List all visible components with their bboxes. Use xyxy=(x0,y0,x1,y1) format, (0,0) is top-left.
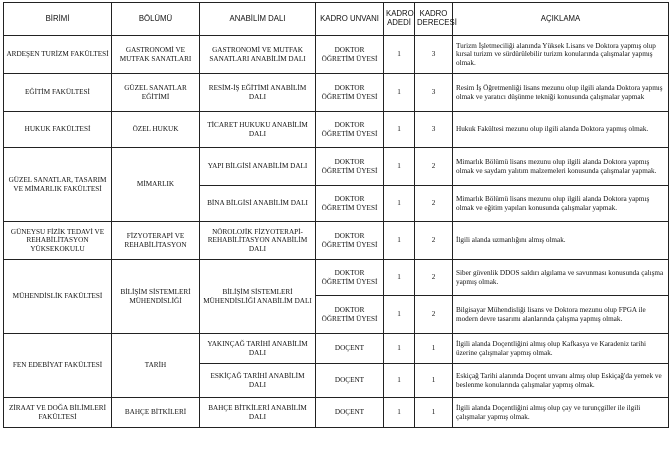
cell-anabilim: YAKINÇAĞ TARİHİ ANABİLİM DALI xyxy=(200,334,316,364)
cell-bolum: GASTRONOMİ VE MUTFAK SANATLARI xyxy=(112,36,200,74)
table-row xyxy=(4,112,669,148)
cell-anabilim: BİNA BİLGİSİ ANABİLİM DALI xyxy=(200,186,316,222)
table-row xyxy=(4,74,669,112)
cell-bolum: MİMARLIK xyxy=(112,148,200,222)
header-anabilim-dali: ANABİLİM DALI xyxy=(200,3,316,36)
cell-derece: 3 xyxy=(415,74,453,112)
cell-bolum: TARİH xyxy=(112,334,200,398)
cell-adet: 1 xyxy=(384,364,415,398)
cell-unvan: DOKTOR ÖĞRETİM ÜYESİ xyxy=(316,148,384,186)
cell-birim: FEN EDEBİYAT FAKÜLTESİ xyxy=(4,334,112,398)
cell-bolum: BİLİŞİM SİSTEMLERİ MÜHENDİSLİĞİ xyxy=(112,260,200,334)
cell-bolum: BAHÇE BİTKİLERİ xyxy=(112,398,200,428)
cell-aciklama: Turizm İşletmeciliği alanında Yüksek Lisans ve Doktora yapmış olup kırsal turizm ve sürdürülebilir turizm konularında çalışmalar yapmış olmak. xyxy=(453,36,669,74)
cell-anabilim: BİLİŞİM SİSTEMLERİ MÜHENDİSLİĞİ ANABİLİM DALI xyxy=(200,260,316,334)
cell-unvan: DOKTOR ÖĞRETİM ÜYESİ xyxy=(316,112,384,148)
header-kadro-derecesi: KADRO DERECESİ xyxy=(415,3,453,36)
cell-birim: HUKUK FAKÜLTESİ xyxy=(4,112,112,148)
cell-adet: 1 xyxy=(384,74,415,112)
cell-anabilim: YAPI BİLGİSİ ANABİLİM DALI xyxy=(200,148,316,186)
header-birimi: BİRİMİ xyxy=(4,3,112,36)
cell-birim: GÜNEYSU FİZİK TEDAVİ VE REHABİLİTASYON YÜKSEKOKULU xyxy=(4,222,112,260)
cell-unvan: DOKTOR ÖĞRETİM ÜYESİ xyxy=(316,186,384,222)
cell-birim: ARDEŞEN TURİZM FAKÜLTESİ xyxy=(4,36,112,74)
cell-adet: 1 xyxy=(384,398,415,428)
cell-birim: ZİRAAT VE DOĞA BİLİMLERİ FAKÜLTESİ xyxy=(4,398,112,428)
cell-anabilim: GASTRONOMİ VE MUTFAK SANATLARI ANABİLİM DALI xyxy=(200,36,316,74)
table-row xyxy=(4,36,669,74)
cell-adet: 1 xyxy=(384,260,415,296)
cell-unvan: DOKTOR ÖĞRETİM ÜYESİ xyxy=(316,222,384,260)
cell-adet: 1 xyxy=(384,334,415,364)
cell-anabilim: ESKİÇAĞ TARİHİ ANABİLİM DALI xyxy=(200,364,316,398)
cell-unvan: DOÇENT xyxy=(316,364,384,398)
cell-anabilim: TİCARET HUKUKU ANABİLİM DALI xyxy=(200,112,316,148)
cell-unvan: DOÇENT xyxy=(316,398,384,428)
header-bolumu: BÖLÜMÜ xyxy=(112,3,200,36)
header-kadro-adedi: KADRO ADEDİ xyxy=(384,3,415,36)
table-header-row xyxy=(4,3,669,36)
cell-adet: 1 xyxy=(384,148,415,186)
cell-bolum: GÜZEL SANATLAR EĞİTİMİ xyxy=(112,74,200,112)
table-row xyxy=(4,148,669,186)
cell-birim: MÜHENDİSLİK FAKÜLTESİ xyxy=(4,260,112,334)
cell-aciklama: Mimarlık Bölümü lisans mezunu olup ilgili alanda Doktora yapmış olmak ve saydam yalıtım malzemeleri konusunda çalışmalar yapmak. xyxy=(453,148,669,186)
cell-derece: 2 xyxy=(415,296,453,334)
table-row xyxy=(4,222,669,260)
table-row xyxy=(4,398,669,428)
cell-aciklama: Siber güvenlik DDOS saldırı algılama ve savunması konusunda çalışma yapmış olmak. xyxy=(453,260,669,296)
cell-adet: 1 xyxy=(384,222,415,260)
cell-aciklama: İlgili alanda Doçentliğini almış olup çay ve turunçgiller ile ilgili çalışmalar yapmış olmak. xyxy=(453,398,669,428)
cell-adet: 1 xyxy=(384,296,415,334)
header-kadro-unvani: KADRO UNVANI xyxy=(316,3,384,36)
cell-unvan: DOKTOR ÖĞRETİM ÜYESİ xyxy=(316,74,384,112)
cell-aciklama: Eskiçağ Tarihi alanında Doçent unvanı almış olup Eskiçağ'da yemek ve beslenme konularında çalışmalar yapmış olmak. xyxy=(453,364,669,398)
cell-derece: 3 xyxy=(415,36,453,74)
kadro-table xyxy=(3,2,669,428)
cell-derece: 2 xyxy=(415,260,453,296)
cell-unvan: DOKTOR ÖĞRETİM ÜYESİ xyxy=(316,260,384,296)
cell-aciklama: İlgili alanda uzmanlığını almış olmak. xyxy=(453,222,669,260)
cell-adet: 1 xyxy=(384,112,415,148)
cell-aciklama: İlgili alanda Doçentliğini almış olup Kafkasya ve Karadeniz tarihi üzerine çalışmalar yapmış olmak. xyxy=(453,334,669,364)
cell-adet: 1 xyxy=(384,186,415,222)
cell-unvan: DOÇENT xyxy=(316,334,384,364)
cell-derece: 3 xyxy=(415,112,453,148)
cell-derece: 2 xyxy=(415,186,453,222)
cell-aciklama: Mimarlık Bölümü lisans mezunu olup ilgili alanda Doktora yapmış olmak ve eğitim yapıları konusunda çalışmalar yapmak. xyxy=(453,186,669,222)
cell-derece: 2 xyxy=(415,148,453,186)
cell-derece: 1 xyxy=(415,334,453,364)
table-row xyxy=(4,334,669,364)
cell-derece: 1 xyxy=(415,364,453,398)
cell-bolum: ÖZEL HUKUK xyxy=(112,112,200,148)
table-row xyxy=(4,260,669,296)
cell-unvan: DOKTOR ÖĞRETİM ÜYESİ xyxy=(316,296,384,334)
cell-aciklama: Resim İş Öğretmenliği lisans mezunu olup ilgili alanda Doktora yapmış olmak ve yaratıcı düşünme tekniği konusunda çalışmalar yapmak xyxy=(453,74,669,112)
cell-derece: 1 xyxy=(415,398,453,428)
cell-aciklama: Bilgisayar Mühendisliği lisans ve Doktora mezunu olup FPGA ile modern devre tasarımı alanlarında çalışma yapmış olmak. xyxy=(453,296,669,334)
cell-anabilim: RESİM-İŞ EĞİTİMİ ANABİLİM DALI xyxy=(200,74,316,112)
cell-adet: 1 xyxy=(384,36,415,74)
cell-derece: 2 xyxy=(415,222,453,260)
header-aciklama: AÇIKLAMA xyxy=(453,3,669,36)
cell-bolum: FİZYOTERAPİ VE REHABİLİTASYON xyxy=(112,222,200,260)
cell-birim: GÜZEL SANATLAR, TASARIM VE MİMARLIK FAKÜLTESİ xyxy=(4,148,112,222)
cell-birim: EĞİTİM FAKÜLTESİ xyxy=(4,74,112,112)
cell-anabilim: BAHÇE BİTKİLERİ ANABİLİM DALI xyxy=(200,398,316,428)
cell-anabilim: NÖROLOJİK FİZYOTERAPİ-REHABİLİTASYON ANABİLİM DALI xyxy=(200,222,316,260)
cell-aciklama: Hukuk Fakültesi mezunu olup ilgili alanda Doktora yapmış olmak. xyxy=(453,112,669,148)
cell-unvan: DOKTOR ÖĞRETİM ÜYESİ xyxy=(316,36,384,74)
